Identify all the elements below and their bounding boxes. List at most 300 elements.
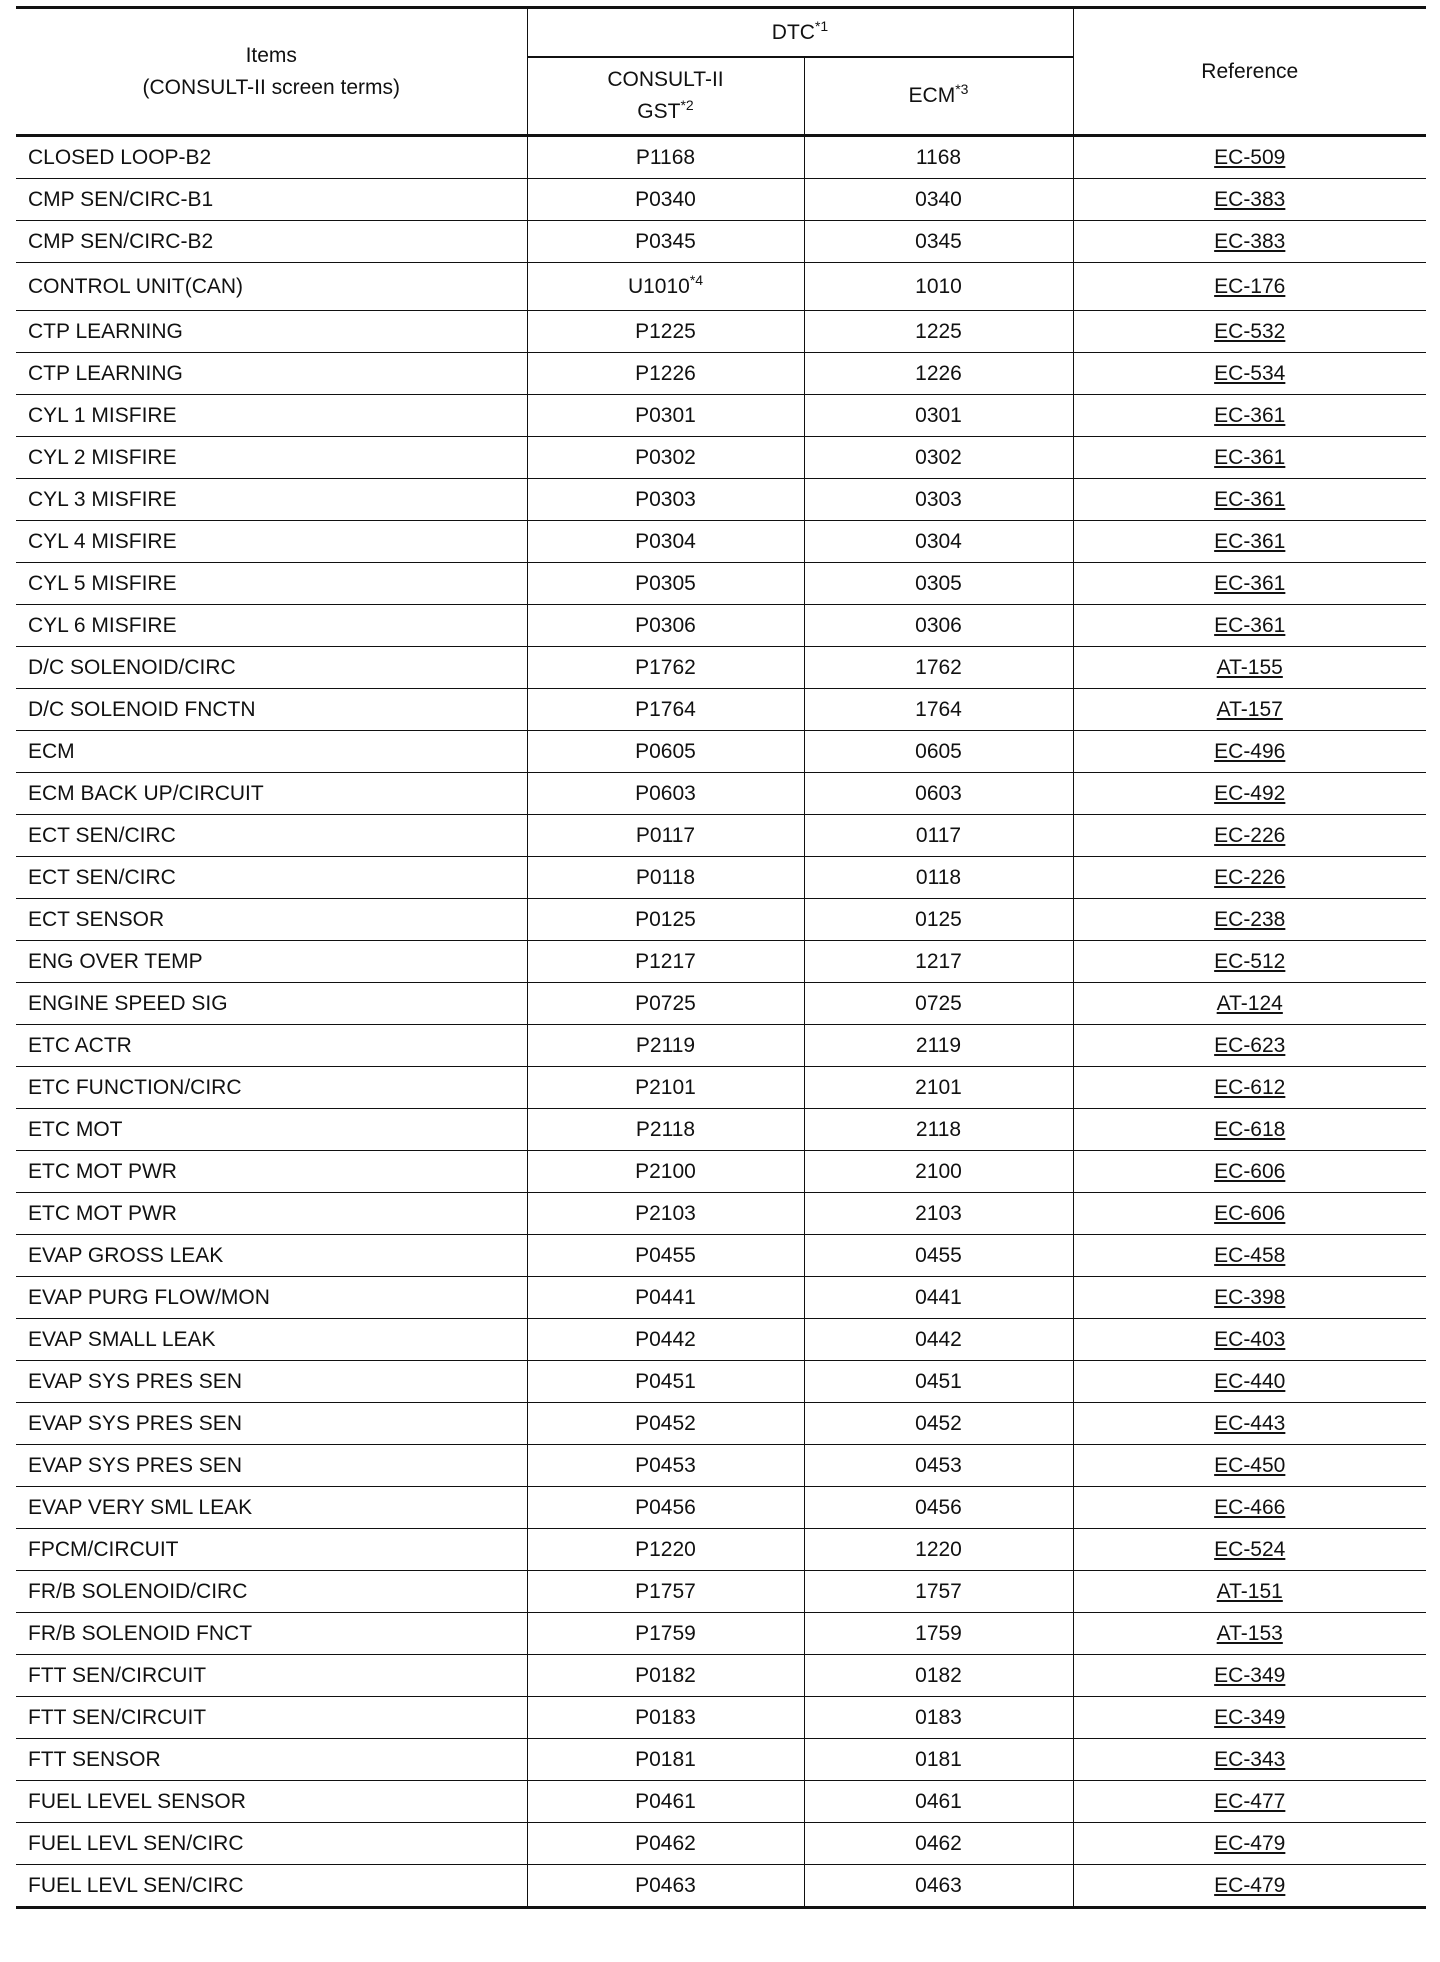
gst-code-cell (527, 647, 804, 689)
reference-link[interactable]: EC-238 (1214, 907, 1286, 931)
gst-code: P0303 (635, 487, 696, 511)
ecm-code: 0117 (915, 823, 962, 847)
reference-cell (1073, 1487, 1426, 1529)
gst-code: P0463 (635, 1873, 696, 1897)
ecm-code: 1217 (915, 949, 962, 973)
table-row (16, 605, 1426, 647)
gst-code: P0301 (635, 403, 696, 427)
gst-code: P0462 (635, 1831, 696, 1855)
item-cell (16, 1277, 527, 1319)
item-cell (16, 1865, 527, 1908)
reference-cell (1073, 479, 1426, 521)
reference-link[interactable]: EC-612 (1214, 1075, 1286, 1099)
reference-link[interactable]: EC-466 (1214, 1495, 1286, 1519)
reference-link[interactable]: EC-623 (1214, 1033, 1286, 1057)
ecm-code-cell (804, 1445, 1073, 1487)
reference-cell (1073, 1739, 1426, 1781)
gst-code: P1217 (635, 949, 696, 973)
ecm-code-cell (804, 1529, 1073, 1571)
reference-link[interactable]: EC-606 (1214, 1159, 1286, 1183)
gst-code-cell (527, 605, 804, 647)
ecm-code: 0302 (915, 445, 962, 469)
item-cell (16, 899, 527, 941)
reference-link[interactable]: EC-458 (1214, 1243, 1286, 1267)
gst-code: P0345 (635, 229, 696, 253)
item-name: FTT SEN/CIRCUIT (28, 1663, 207, 1687)
ecm-code: 0461 (915, 1789, 962, 1813)
table-row (16, 1613, 1426, 1655)
reference-link[interactable]: AT-157 (1216, 697, 1283, 721)
table-row (16, 1529, 1426, 1571)
item-name: CLOSED LOOP-B2 (28, 145, 212, 169)
table-row (16, 1487, 1426, 1529)
reference-link[interactable]: EC-532 (1214, 319, 1286, 343)
gst-code: P1220 (635, 1537, 696, 1561)
reference-link[interactable]: EC-443 (1214, 1411, 1286, 1435)
header-gst-label: GST (637, 100, 681, 123)
gst-code-cell (527, 1529, 804, 1571)
item-cell (16, 263, 527, 311)
reference-cell (1073, 605, 1426, 647)
item-cell (16, 983, 527, 1025)
item-name: ECT SEN/CIRC (28, 865, 176, 889)
item-name: CYL 1 MISFIRE (28, 403, 177, 427)
gst-code-cell (527, 179, 804, 221)
gst-code-cell (527, 1067, 804, 1109)
item-cell (16, 1361, 527, 1403)
reference-link[interactable]: EC-509 (1214, 145, 1286, 169)
gst-code-cell (527, 1571, 804, 1613)
ecm-code: 1757 (915, 1579, 962, 1603)
item-name: ECM (28, 739, 75, 763)
reference-link[interactable]: EC-398 (1214, 1285, 1286, 1309)
header-consult-label: CONSULT-II (607, 68, 724, 91)
reference-link[interactable]: AT-124 (1216, 991, 1283, 1015)
gst-code-cell (527, 899, 804, 941)
item-cell (16, 179, 527, 221)
ecm-code: 0118 (915, 865, 962, 889)
table-row (16, 221, 1426, 263)
header-items (16, 8, 527, 136)
ecm-code: 0345 (915, 229, 962, 253)
header-ecm-note: *3 (955, 81, 969, 97)
table-row (16, 263, 1426, 311)
item-name: CTP LEARNING (28, 361, 183, 385)
table-row (16, 1781, 1426, 1823)
reference-cell (1073, 1151, 1426, 1193)
gst-code-cell (527, 311, 804, 353)
ecm-code-cell (804, 479, 1073, 521)
reference-link[interactable]: EC-349 (1214, 1663, 1286, 1687)
table-row (16, 1067, 1426, 1109)
reference-link[interactable]: AT-151 (1216, 1579, 1283, 1603)
table-row (16, 563, 1426, 605)
item-name: ETC MOT PWR (28, 1201, 177, 1225)
ecm-code: 1762 (915, 655, 962, 679)
table-row (16, 1823, 1426, 1865)
gst-code-cell (527, 353, 804, 395)
header-dtc (527, 8, 1073, 58)
ecm-code-cell (804, 1193, 1073, 1235)
gst-code-cell (527, 1361, 804, 1403)
ecm-code: 0605 (915, 739, 962, 763)
gst-code-cell (527, 521, 804, 563)
gst-code-cell (527, 689, 804, 731)
reference-link[interactable]: EC-606 (1214, 1201, 1286, 1225)
ecm-code: 0725 (915, 991, 962, 1015)
gst-code: P1757 (635, 1579, 696, 1603)
header-ecm-label: ECM (908, 84, 956, 107)
reference-cell (1073, 521, 1426, 563)
item-cell (16, 563, 527, 605)
reference-cell (1073, 1445, 1426, 1487)
ecm-code: 1226 (915, 361, 962, 385)
header-items-sublabel: (CONSULT-II screen terms) (142, 75, 400, 99)
ecm-code-cell (804, 941, 1073, 983)
ecm-code: 1010 (915, 274, 962, 298)
table-row (16, 136, 1426, 179)
gst-code-cell (527, 1781, 804, 1823)
ecm-code: 0455 (915, 1243, 962, 1267)
item-name: ETC ACTR (28, 1033, 132, 1057)
item-name: CTP LEARNING (28, 319, 183, 343)
table-row (16, 1235, 1426, 1277)
ecm-code: 0183 (915, 1705, 962, 1729)
item-name: EVAP SYS PRES SEN (28, 1453, 242, 1477)
item-cell (16, 437, 527, 479)
gst-code-cell (527, 731, 804, 773)
reference-cell (1073, 311, 1426, 353)
gst-code-cell (527, 395, 804, 437)
item-name: EVAP SYS PRES SEN (28, 1369, 242, 1393)
reference-link[interactable]: EC-403 (1214, 1327, 1286, 1351)
item-name: FTT SEN/CIRCUIT (28, 1705, 207, 1729)
ecm-code: 2119 (915, 1033, 962, 1057)
ecm-code: 0305 (915, 571, 962, 595)
item-name: ETC FUNCTION/CIRC (28, 1075, 242, 1099)
item-name: CMP SEN/CIRC-B2 (28, 229, 214, 253)
table-row (16, 647, 1426, 689)
item-name: EVAP GROSS LEAK (28, 1243, 224, 1267)
table-row (16, 899, 1426, 941)
ecm-code-cell (804, 311, 1073, 353)
table-row (16, 689, 1426, 731)
reference-link[interactable]: EC-524 (1214, 1537, 1286, 1561)
reference-link[interactable]: EC-479 (1214, 1873, 1286, 1897)
gst-code: P2119 (635, 1033, 696, 1057)
gst-code: P0302 (635, 445, 696, 469)
gst-code-cell (527, 1823, 804, 1865)
reference-link[interactable]: EC-440 (1214, 1369, 1286, 1393)
ecm-code: 2103 (915, 1201, 962, 1225)
ecm-code: 0441 (915, 1285, 962, 1309)
reference-link[interactable]: EC-450 (1214, 1453, 1286, 1477)
table-row (16, 1025, 1426, 1067)
gst-code-cell (527, 983, 804, 1025)
item-name: EVAP SMALL LEAK (28, 1327, 216, 1351)
gst-code: P1225 (635, 319, 696, 343)
reference-link[interactable]: EC-226 (1214, 865, 1286, 889)
reference-link[interactable]: EC-361 (1214, 613, 1286, 637)
ecm-code: 1759 (915, 1621, 962, 1645)
gst-code-cell (527, 563, 804, 605)
reference-cell (1073, 263, 1426, 311)
table-row (16, 1403, 1426, 1445)
item-cell (16, 1067, 527, 1109)
item-name: CYL 4 MISFIRE (28, 529, 177, 553)
ecm-code-cell (804, 1781, 1073, 1823)
ecm-code-cell (804, 1235, 1073, 1277)
gst-code: P0725 (635, 991, 696, 1015)
ecm-code-cell (804, 647, 1073, 689)
gst-code-cell (527, 1445, 804, 1487)
ecm-code-cell (804, 857, 1073, 899)
gst-code-cell (527, 857, 804, 899)
item-name: FR/B SOLENOID/CIRC (28, 1579, 248, 1603)
ecm-code-cell (804, 1739, 1073, 1781)
table-row (16, 941, 1426, 983)
reference-link[interactable]: AT-153 (1216, 1621, 1283, 1645)
reference-cell (1073, 815, 1426, 857)
reference-link[interactable]: EC-496 (1214, 739, 1286, 763)
reference-link[interactable]: EC-361 (1214, 403, 1286, 427)
item-name: EVAP PURG FLOW/MON (28, 1285, 270, 1309)
ecm-code: 2100 (915, 1159, 962, 1183)
item-cell (16, 221, 527, 263)
gst-code-cell (527, 1613, 804, 1655)
reference-link[interactable]: EC-226 (1214, 823, 1286, 847)
ecm-code: 0306 (915, 613, 962, 637)
reference-cell (1073, 136, 1426, 179)
reference-cell (1073, 395, 1426, 437)
reference-cell (1073, 1655, 1426, 1697)
table-row (16, 773, 1426, 815)
ecm-code: 0125 (915, 907, 962, 931)
item-name: CMP SEN/CIRC-B1 (28, 187, 214, 211)
item-name: CYL 3 MISFIRE (28, 487, 177, 511)
gst-code: P2118 (635, 1117, 696, 1141)
table-row (16, 1361, 1426, 1403)
reference-link[interactable]: EC-383 (1214, 187, 1286, 211)
ecm-code-cell (804, 1487, 1073, 1529)
item-cell (16, 1445, 527, 1487)
ecm-code-cell (804, 1865, 1073, 1908)
table-row (16, 311, 1426, 353)
table-row (16, 1445, 1426, 1487)
table-row (16, 1865, 1426, 1908)
item-name: FUEL LEVEL SENSOR (28, 1789, 246, 1813)
item-name: CONTROL UNIT(CAN) (28, 274, 244, 298)
ecm-code: 0304 (915, 529, 962, 553)
reference-cell (1073, 1529, 1426, 1571)
reference-link[interactable]: EC-479 (1214, 1831, 1286, 1855)
gst-code-cell (527, 1025, 804, 1067)
item-cell (16, 941, 527, 983)
ecm-code: 0603 (915, 781, 962, 805)
table-row (16, 395, 1426, 437)
table-row (16, 1193, 1426, 1235)
gst-code-cell (527, 1319, 804, 1361)
ecm-code-cell (804, 773, 1073, 815)
table-body (16, 136, 1426, 1908)
reference-link[interactable]: EC-361 (1214, 487, 1286, 511)
item-cell (16, 1235, 527, 1277)
gst-code: P0118 (635, 865, 696, 889)
reference-cell (1073, 1067, 1426, 1109)
gst-code: P0442 (635, 1327, 696, 1351)
ecm-code-cell (804, 353, 1073, 395)
ecm-code-cell (804, 689, 1073, 731)
ecm-code: 0181 (915, 1747, 962, 1771)
item-name: ETC MOT PWR (28, 1159, 177, 1183)
item-cell (16, 395, 527, 437)
gst-code: P1168 (635, 145, 696, 169)
item-name: ENG OVER TEMP (28, 949, 203, 973)
reference-link[interactable]: EC-383 (1214, 229, 1286, 253)
ecm-code-cell (804, 899, 1073, 941)
reference-cell (1073, 983, 1426, 1025)
header-dtc-label: DTC (771, 20, 815, 44)
reference-link[interactable]: EC-512 (1214, 949, 1286, 973)
reference-cell (1073, 1277, 1426, 1319)
item-cell (16, 1529, 527, 1571)
ecm-code: 1168 (915, 145, 962, 169)
ecm-code-cell (804, 1361, 1073, 1403)
reference-link[interactable]: AT-155 (1216, 655, 1283, 679)
reference-cell (1073, 731, 1426, 773)
ecm-code-cell (804, 1571, 1073, 1613)
item-name: EVAP SYS PRES SEN (28, 1411, 242, 1435)
gst-code: P0182 (635, 1663, 696, 1687)
item-cell (16, 1697, 527, 1739)
table-row (16, 1151, 1426, 1193)
gst-code: P1764 (635, 697, 696, 721)
ecm-code-cell (804, 1151, 1073, 1193)
gst-code-cell (527, 221, 804, 263)
item-cell (16, 773, 527, 815)
reference-cell (1073, 1613, 1426, 1655)
reference-link[interactable]: EC-534 (1214, 361, 1286, 385)
gst-code: P0605 (635, 739, 696, 763)
ecm-code-cell (804, 1319, 1073, 1361)
gst-code: P0305 (635, 571, 696, 595)
gst-code: P0455 (635, 1243, 696, 1267)
item-cell (16, 1025, 527, 1067)
gst-code-cell (527, 1151, 804, 1193)
item-name: D/C SOLENOID/CIRC (28, 655, 236, 679)
gst-code-cell (527, 1739, 804, 1781)
table-row (16, 1571, 1426, 1613)
ecm-code-cell (804, 1277, 1073, 1319)
ecm-code: 1220 (915, 1537, 962, 1561)
ecm-code-cell (804, 179, 1073, 221)
ecm-code-cell (804, 437, 1073, 479)
reference-cell (1073, 1865, 1426, 1908)
item-cell (16, 857, 527, 899)
ecm-code: 2101 (915, 1075, 962, 1099)
gst-code: P0340 (635, 187, 696, 211)
reference-link[interactable]: EC-349 (1214, 1705, 1286, 1729)
ecm-code: 2118 (915, 1117, 962, 1141)
item-cell (16, 1781, 527, 1823)
ecm-code: 0182 (915, 1663, 962, 1687)
gst-code: P0183 (635, 1705, 696, 1729)
gst-code-cell (527, 1655, 804, 1697)
item-cell (16, 647, 527, 689)
gst-code-cell (527, 136, 804, 179)
item-name: FTT SENSOR (28, 1747, 161, 1771)
reference-cell (1073, 1319, 1426, 1361)
item-name: FR/B SOLENOID FNCT (28, 1621, 253, 1645)
reference-link[interactable]: EC-361 (1214, 571, 1286, 595)
ecm-code-cell (804, 136, 1073, 179)
ecm-code: 0453 (915, 1453, 962, 1477)
gst-code: P0453 (635, 1453, 696, 1477)
item-name: ECM BACK UP/CIRCUIT (28, 781, 264, 805)
reference-cell (1073, 179, 1426, 221)
ecm-code-cell (804, 1697, 1073, 1739)
table-row (16, 857, 1426, 899)
item-cell (16, 1655, 527, 1697)
item-cell (16, 1613, 527, 1655)
gst-code: P0603 (635, 781, 696, 805)
gst-code-cell (527, 1235, 804, 1277)
reference-cell (1073, 1571, 1426, 1613)
ecm-code-cell (804, 395, 1073, 437)
reference-cell (1073, 563, 1426, 605)
reference-cell (1073, 1193, 1426, 1235)
reference-link[interactable]: EC-361 (1214, 529, 1286, 553)
table-row (16, 1277, 1426, 1319)
table-row (16, 437, 1426, 479)
gst-code: P1759 (635, 1621, 696, 1645)
ecm-code-cell (804, 263, 1073, 311)
reference-cell (1073, 1823, 1426, 1865)
gst-code: P0451 (635, 1369, 696, 1393)
ecm-code-cell (804, 605, 1073, 647)
item-name: CYL 2 MISFIRE (28, 445, 177, 469)
reference-link[interactable]: EC-618 (1214, 1117, 1286, 1141)
table-row (16, 815, 1426, 857)
reference-link[interactable]: EC-176 (1214, 274, 1286, 298)
reference-cell (1073, 1697, 1426, 1739)
gst-code: P0441 (635, 1285, 696, 1309)
ecm-code-cell (804, 521, 1073, 563)
reference-cell (1073, 1235, 1426, 1277)
header-consult-gst (527, 57, 804, 136)
table-row (16, 1319, 1426, 1361)
item-cell (16, 353, 527, 395)
table-row (16, 1739, 1426, 1781)
item-cell (16, 1739, 527, 1781)
reference-link[interactable]: EC-343 (1214, 1747, 1286, 1771)
reference-link[interactable]: EC-361 (1214, 445, 1286, 469)
ecm-code: 0451 (915, 1369, 962, 1393)
table-row (16, 179, 1426, 221)
reference-cell (1073, 1025, 1426, 1067)
item-cell (16, 1403, 527, 1445)
ecm-code: 0463 (915, 1873, 962, 1897)
gst-code-cell (527, 773, 804, 815)
reference-cell (1073, 1361, 1426, 1403)
reference-link[interactable]: EC-477 (1214, 1789, 1286, 1813)
reference-link[interactable]: EC-492 (1214, 781, 1286, 805)
table-row (16, 1697, 1426, 1739)
reference-cell (1073, 1403, 1426, 1445)
header-reference-label: Reference (1201, 59, 1299, 83)
reference-cell (1073, 353, 1426, 395)
gst-code: P0452 (635, 1411, 696, 1435)
